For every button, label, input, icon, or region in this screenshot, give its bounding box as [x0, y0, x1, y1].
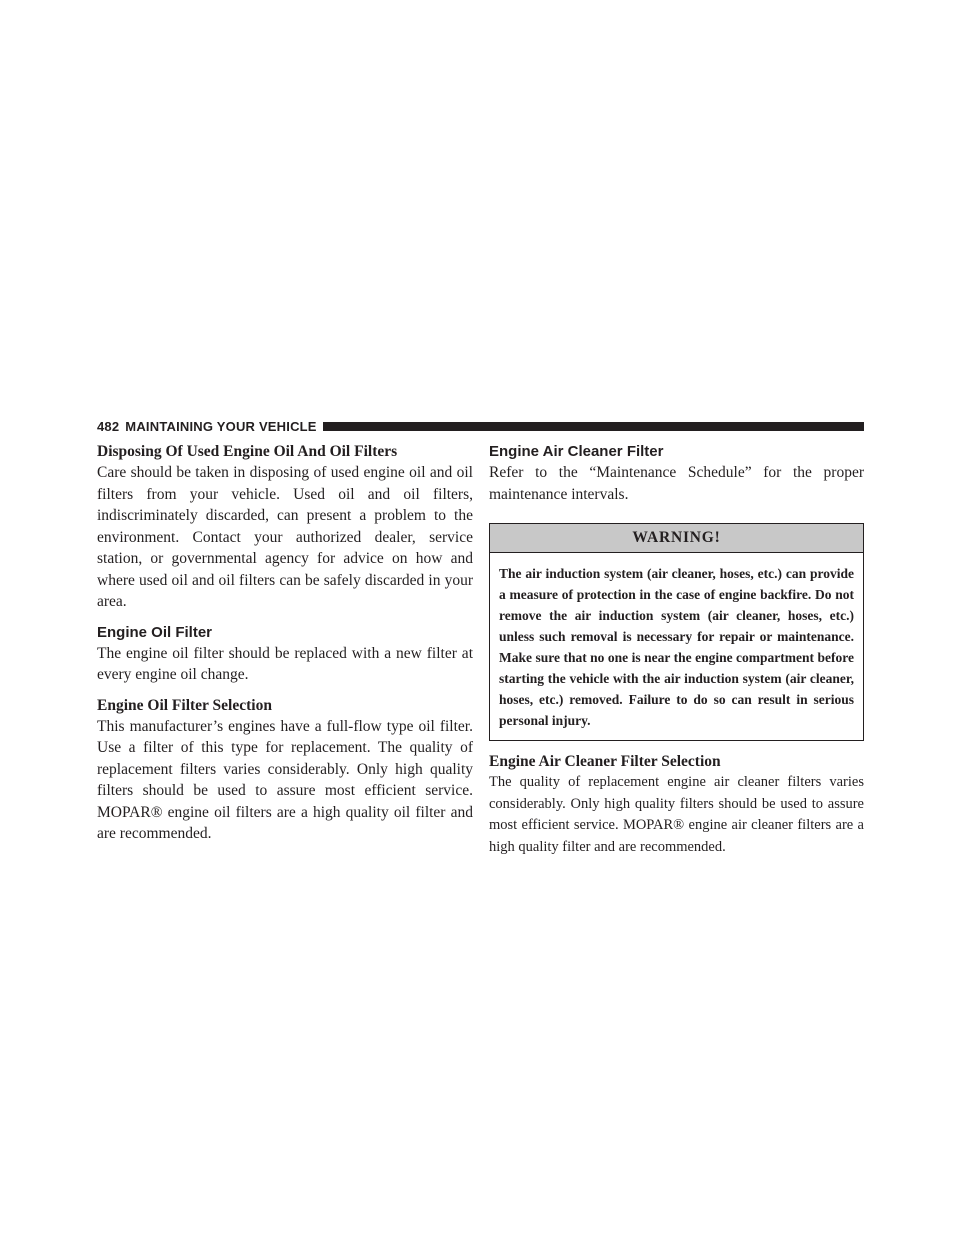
- left-column: [97, 441, 473, 845]
- oil-filter-body: The engine oil filter should be replaced with a new filter at every engine oil change.: [97, 644, 473, 683]
- oil-filter-selection-heading: Engine Oil Filter Selection: [97, 696, 272, 714]
- section-title: MAINTAINING YOUR VEHICLE: [125, 418, 317, 434]
- warning-title: WARNING!: [490, 524, 863, 553]
- right-column: [489, 441, 864, 858]
- page-number: 482: [97, 418, 120, 434]
- oil-filter-heading: Engine Oil Filter: [97, 623, 213, 641]
- air-cleaner-selection-body: The quality of replacement engine air cleaner filters varies considerably. Only high quality filters should be used to assure most efficient service. MOPAR® engine air cleaner filters are a high quality filter and are recommended.: [489, 774, 864, 855]
- header-rule: [323, 422, 864, 431]
- warning-body: The air induction system (air cleaner, hoses, etc.) can provide a measure of protection in the case of engine backfire. Do not remove the air induction system (air cleaner, hoses, etc.) unless such removal is necessary for repair or maintenance. Make sure that no one is near the engine compartment before starting the vehicle with the air induction system (air cleaner, hoses, etc.) removed. Failure to do so can result in serious personal injury.: [499, 566, 854, 728]
- page-header: [97, 418, 864, 434]
- disposing-heading: Disposing Of Used Engine Oil And Oil Filters: [97, 443, 398, 460]
- air-cleaner-heading: Engine Air Cleaner Filter: [489, 443, 664, 460]
- disposing-body: Care should be taken in disposing of used engine oil and oil filters from your vehicle. Used oil and oil filters, indiscriminately discarded, can present a problem to the environment. Contact your authorized dealer, service station, or governmental agency for advice on how and where used oil and oil filters can be safely discarded in your area.: [97, 464, 473, 610]
- air-cleaner-body: Refer to the “Maintenance Schedule” for the proper maintenance intervals.: [489, 464, 864, 503]
- warning-box: [489, 523, 864, 741]
- oil-filter-selection-body: This manufacturer’s engines have a full-flow type oil filter. Use a filter of this type for replacement. The quality of replacement filters varies considerably. Only high quality filters should be used to assure most efficient service. MOPAR® engine oil filters are a high quality oil filter and are recommended.: [97, 717, 473, 842]
- air-cleaner-selection-heading: Engine Air Cleaner Filter Selection: [489, 753, 721, 770]
